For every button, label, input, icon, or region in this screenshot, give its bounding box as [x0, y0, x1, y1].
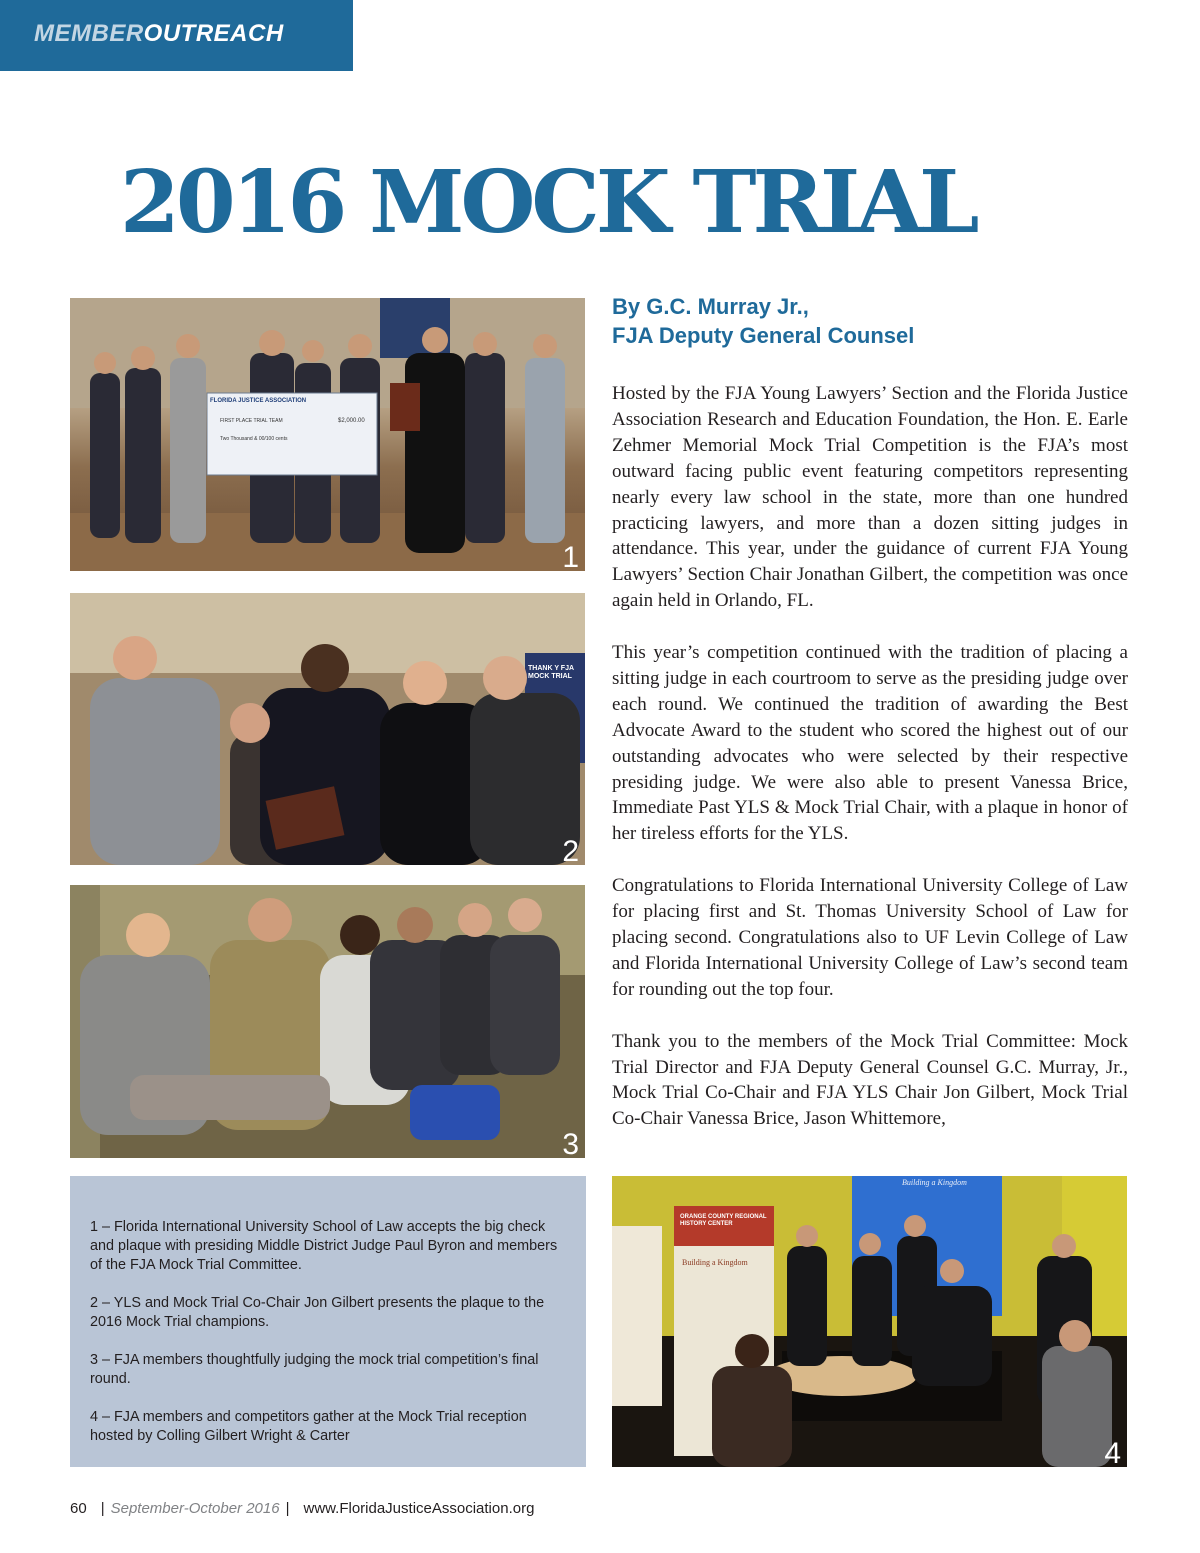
website-link[interactable]: www.FloridaJusticeAssociation.org — [303, 1500, 535, 1517]
article-paragraph: Thank you to the members of the Mock Trial Committee: Mock Trial Director and FJA Deputy General Counsel G.C. Murray, Jr., Mock Trial Co-Chair and FJA YLS Chair Jon Gilbert, Mock Trial Co-Chair Vanessa Brice, Jason Whittemore, — [612, 1030, 1128, 1130]
photo-2 — [70, 593, 585, 865]
photo-4-sign-subtitle: Building a Kingdom — [682, 1258, 748, 1267]
photo-1-scene — [70, 298, 585, 571]
photo-3 — [70, 885, 585, 1158]
page-number: 60 — [70, 1500, 87, 1517]
caption-2: 2 – YLS and Mock Trial Co-Chair Jon Gilbert presents the plaque to the 2016 Mock Trial champions. — [90, 1295, 545, 1330]
photo-4-sign-title: ORANGE COUNTY REGIONAL HISTORY CENTER — [680, 1214, 767, 1227]
check-amount: $2,000.00 — [338, 418, 365, 424]
photo-number-2: 2 — [562, 835, 579, 865]
page-footer — [70, 1500, 770, 1517]
article-paragraph: This year’s competition continued with the tradition of placing a sitting judge in each courtroom to serve as the presiding judge over each round. We continued the tradition of awarding the Best Advocate Award to the student who scored the highest out of our outstanding advocates who were selected by their respective presiding judge. We were also able to present Vanessa Brice, Immediate Past YLS & Mock Trial Chair, with a plaque in honor of her tireless efforts for the YLS. — [612, 642, 1128, 845]
article-paragraph: Congratulations to Florida International University College of Law for placing first and St. Thomas University School of Law for placing second. Congratulations also to UF Levin College of Law and Florida International University College of Law’s second team for rounding out the top four. — [612, 875, 1128, 1000]
section-tab — [0, 0, 353, 71]
photo-number-1: 1 — [562, 541, 579, 571]
caption-4: 4 – FJA members and competitors gather at the Mock Trial reception hosted by Colling Gilbert Wright & Carter — [90, 1409, 527, 1444]
check-org: FLORIDA JUSTICE ASSOCIATION — [210, 398, 307, 404]
byline — [612, 292, 1132, 350]
article-body — [612, 381, 1128, 1158]
caption-1: 1 – Florida International University School of Law accepts the big check and plaque with presiding Middle District Judge Paul Byron and members of the FJA Mock Trial Committee. — [90, 1219, 558, 1273]
photo-number-4: 4 — [1104, 1437, 1121, 1467]
footer-separator: | — [100, 1500, 105, 1517]
check-words: Two Thousand & 00/100 cents — [220, 436, 288, 442]
issue-date: September-October 2016 — [110, 1500, 280, 1517]
section-label-bold: OUTREACH — [143, 20, 284, 47]
article-paragraph: Hosted by the FJA Young Lawyers’ Section and the Florida Justice Association Research and Education Foundation, the Hon. E. Earle Zehmer Memorial Mock Trial Competition is the FJA’s most outward facing public event featuring competitors representing nearly every law school in the state, more than one hundred practicing lawyers, and more than a dozen sitting judges in attendance. This year, under the guidance of current FJA Young Lawyers’ Section Chair Jonathan Gilbert, the competition was once again held in Orlando, FL. — [612, 383, 1128, 612]
headline: 2016 MOCK TRIAL — [120, 152, 976, 253]
byline-title: FJA Deputy General Counsel — [612, 323, 915, 348]
section-label-light: MEMBER — [34, 20, 144, 47]
caption-3: 3 – FJA members thoughtfully judging the mock trial competition’s final round. — [90, 1352, 539, 1387]
photo-1 — [70, 298, 585, 571]
caption-box — [70, 1176, 586, 1467]
photo-3-scene — [70, 885, 585, 1158]
photo-4-wall-text: Building a Kingdom — [902, 1178, 967, 1187]
byline-author: By G.C. Murray Jr., — [612, 294, 809, 319]
photo-number-3: 3 — [562, 1128, 579, 1158]
photo-4 — [612, 1176, 1127, 1467]
footer-separator: | — [285, 1500, 290, 1517]
check-payee: FIRST PLACE TRIAL TEAM — [220, 418, 283, 424]
photo-2-banner: THANK Y FJA MOCK TRIAL — [528, 665, 574, 680]
photo-2-scene — [70, 593, 585, 865]
